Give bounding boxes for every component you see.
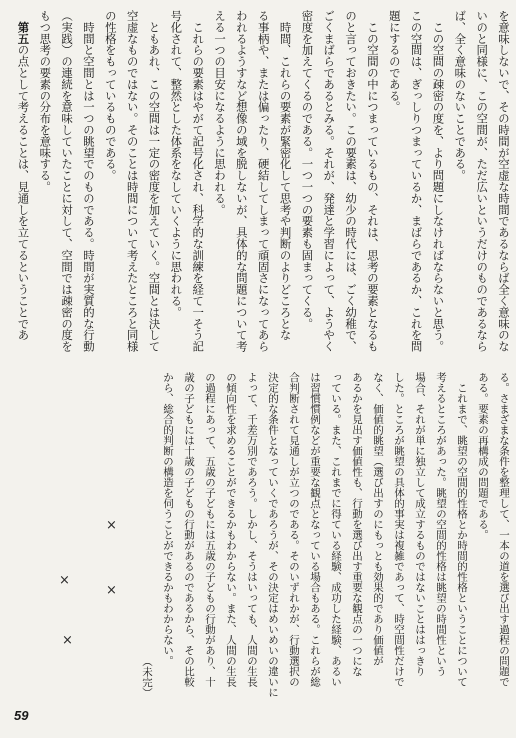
text-column: 密度を加えてくるのである。一つ一つの要素も固まってくる。 [300,10,315,330]
text-column: これらの要素はやがて記号化され、科学的な訓練を経て一そう記 [191,10,206,352]
text-column: ば、全く意味のないことである。 [453,10,468,181]
text-column: この空間の疎密の度を、より問題にしなければならないと思う。 [431,10,446,352]
text-column: の傾向性を求めることができるかもわからない。また、人間の生長 [225,372,237,687]
text-column: の性格をもっているものである。 [103,10,118,181]
text-column: なく、価値的眺望（選び出すのにもっとも効果的であり価値が [372,372,384,666]
text-column: これまで、眺望の空間的性格とか時間的性格ということについて [456,372,468,687]
x-mark: × [62,633,73,648]
text-column: っている。また、これまでに得ている経験、成功した経験、あるい [330,372,342,687]
text-column: ある。要素の再構成の問題である。 [477,372,489,540]
lower-text-block [134,372,514,698]
text-column: る。さまざまな条件を整理して、一本の道を選び出す過程の問題で [498,372,510,687]
end-note: （未完） [141,656,153,698]
x-mark: × [106,583,117,598]
text-column: この空間は、ぎっしりつまっているか、まばらであるか、これを問 [409,10,424,352]
text-column: のと言っておきたい。この要素は、幼少の時代には、ごく幼稚で、 [344,10,359,352]
text-column: した。ところが眺望の具体的事実は複雑であって、時空間性だけで [393,372,405,687]
text-column: 場合、それが単に独立して成立するものではないことははっきり [414,372,426,677]
text-column: 号化されて、整然とした体系をなしていくように思われる。 [169,10,184,318]
section-start-column [12,10,34,356]
text-column: 空虚なものではない。そのことは時間について考えたところと同様 [125,10,140,352]
text-column: ごくまばらであるとみる。それが、発達と学習によって、ようやく [322,10,337,352]
x-mark: × [59,573,70,588]
text-column: 題にするのである。 [387,10,402,113]
text-column: る事柄や、または偏ったり、硬結してしまって頑固さになってあら [256,10,271,352]
text-column: よって、千差万別であろう。しかし、そうはいっても、人間の生長 [246,372,258,687]
text-column: を意味しないで、その時間が空虚な時間であるならば全く意味のな [497,10,511,352]
x-mark: × [106,518,117,533]
section-rest: の点として考えることは、見通しを立てるということであ [16,44,31,341]
text-column: える一つの目安になるように思われる。 [213,10,228,216]
text-column: 時間と空間とは一つの眺望でのものである。時間が実質的な行動 [81,10,96,352]
text-column: 時間、これらの要素が緊密化して思考や判断のよりどころとな [278,10,293,341]
text-column: われるようすなど想像の域を脱しないが、具体的な問題について考 [234,10,249,352]
text-column: いのと同様に、この空間が、ただ広いというだけのものであるなら [475,10,490,352]
text-column: の過程にあって、五歳の子どもには五歳の子どもの行動があり、十 [204,372,216,687]
text-column: あるかを見出す価値性も、行動を選び出す重要な観点の一つにな [351,372,363,677]
text-column: もつ思考の要素の分布を意味する。 [38,10,53,193]
text-column: 合判断されて見通しが立つのである。そのいずれかが、行動選択の [288,372,300,687]
section-lead: 第五 [16,10,31,45]
text-column: 決定的な条件となっていくであろうが、その決定はめいめいの違いに [267,372,279,698]
page-number: 59 [14,708,29,723]
text-column: 考えるところがあった。眺望の空間的性格は眺望の時間性という [435,372,447,677]
upper-text-block [11,10,514,356]
text-column: 歳の子どもには十歳の子どもの行動があるのであるから、その比較 [183,372,195,687]
text-column: （実践）の連続を意味していたことに対して、空間では疎密の度を [60,10,75,352]
text-column: から、総合的判断の構造を伺うことができるかもわからない。 [162,372,174,666]
text-column: この空間の中につまっているもの、それは、思考の要素となるも [365,10,380,352]
text-column: は習慣慣例などが重要な観点となっている場合もある。これらが総 [309,372,321,687]
text-column: ともあれ、この空間は一定の密度を加えていく。空間とは決して [147,10,162,352]
